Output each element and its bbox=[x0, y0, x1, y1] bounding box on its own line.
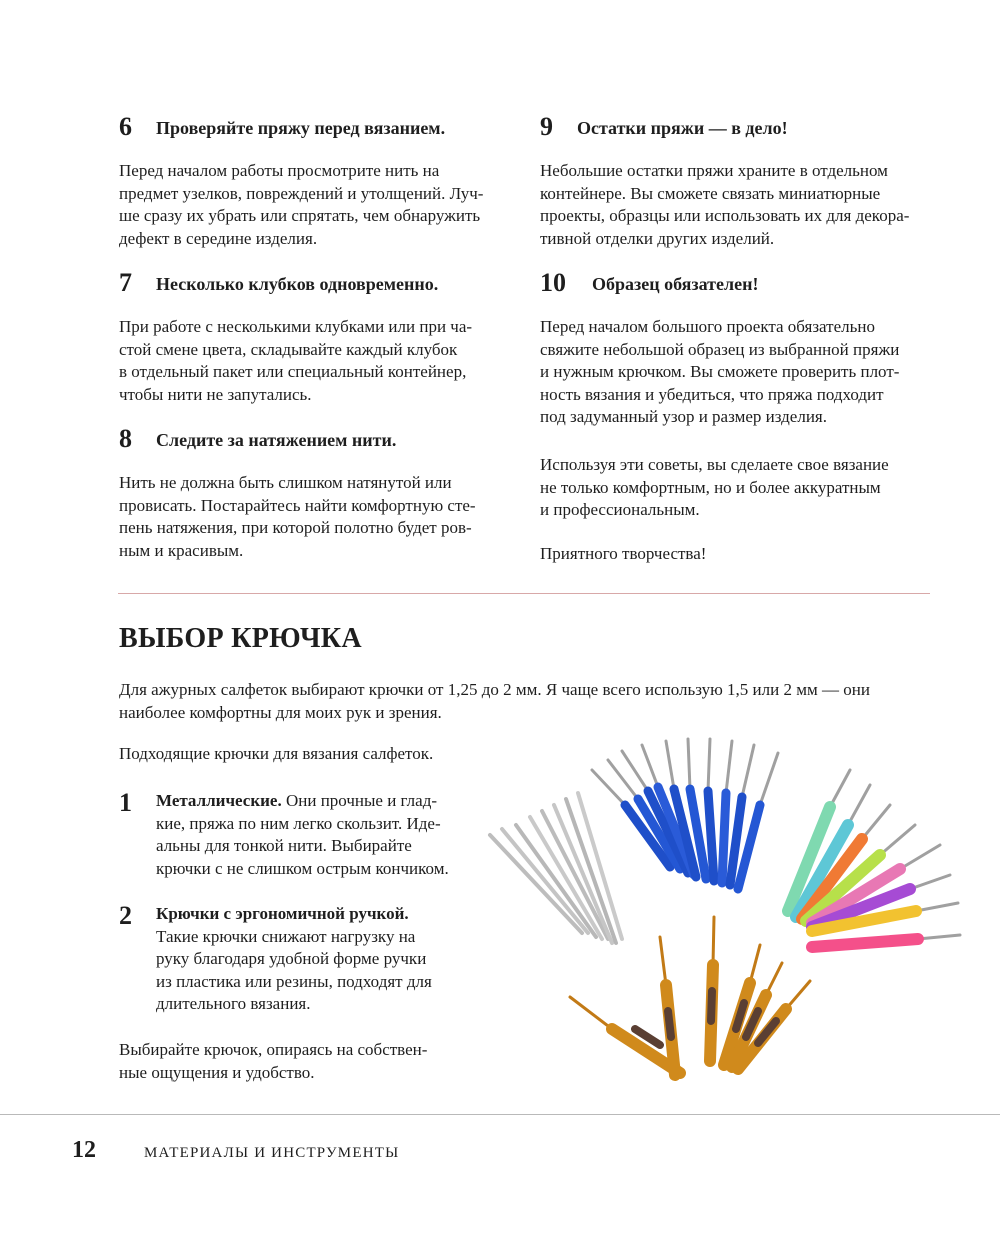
tip-10 bbox=[540, 268, 940, 429]
tip-text bbox=[540, 160, 940, 250]
text-line: Они прочные и глад- bbox=[281, 791, 438, 810]
tip-number: 8 bbox=[119, 424, 132, 453]
list-number: 2 bbox=[119, 901, 132, 930]
text-line: контейнере. Вы сможете связать миниатюрные bbox=[540, 183, 881, 203]
tip-title: Несколько клубков одновременно. bbox=[156, 274, 439, 294]
text-line: стой смене цвета, складывайте каждый клубок bbox=[119, 339, 458, 359]
tip-9 bbox=[540, 112, 940, 250]
text-line: не только комфортным, но и более аккуратным bbox=[540, 477, 881, 497]
footer-divider bbox=[0, 1114, 1000, 1115]
wish-text: Приятного творчества! bbox=[540, 544, 707, 563]
text-line: кие, пряжа по ним легко скользит. Иде- bbox=[156, 813, 441, 833]
list-title: Крючки с эргономичной ручкой. bbox=[156, 904, 409, 923]
section-title: ВЫБОР КРЮЧКА bbox=[119, 623, 362, 654]
tip-text bbox=[540, 316, 940, 429]
tip-title: Образец обязателен! bbox=[592, 274, 759, 294]
text-line: из пластика или резины, подходят для bbox=[156, 971, 432, 991]
text-line: пень натяжения, при которой полотно будет ров- bbox=[119, 518, 472, 537]
text-line: дефект в середине изделия. bbox=[119, 228, 318, 248]
text-line: альны для тонкой нити. Выбирайте bbox=[156, 836, 412, 855]
tip-title: Проверяйте пряжу перед вязанием. bbox=[156, 118, 446, 138]
tip-text bbox=[119, 160, 519, 250]
text-line: ным и красивым. bbox=[119, 540, 244, 560]
list-title: Металлические. bbox=[156, 791, 282, 810]
text-line: и нужным крючком. Вы сможете проверить плот- bbox=[540, 362, 900, 381]
tip-text bbox=[119, 316, 519, 406]
text-line: Перед началом работы просмотрите нить на bbox=[119, 161, 440, 180]
tip-number: 6 bbox=[119, 112, 132, 141]
section-divider bbox=[118, 593, 930, 594]
tip-title: Остатки пряжи — в дело! bbox=[577, 118, 788, 138]
text-line: Такие крючки снижают нагрузку на bbox=[156, 926, 416, 946]
list-text bbox=[156, 790, 449, 880]
text-line: Для ажурных салфеток выбирают крючки от 1,25 до 2 мм. Я чаще всего использую 1,5 или 2 мм — они bbox=[119, 680, 870, 699]
tip-text bbox=[119, 472, 519, 562]
text-line: проекты, образцы или использовать их для декора- bbox=[540, 206, 910, 225]
tip-number: 10 bbox=[540, 268, 566, 297]
metal-hooks-group bbox=[490, 793, 622, 943]
text-line: Выбирайте крючок, опираясь на собствен- bbox=[119, 1040, 428, 1059]
text-line: в отдельный пакет или специальный контейнер, bbox=[119, 362, 467, 381]
text-line: руку благодаря удобной форме ручки bbox=[156, 949, 427, 968]
text-line: чтобы нити не запутались. bbox=[119, 384, 312, 404]
summary-paragraph bbox=[540, 454, 940, 522]
text-line: Нить не должна быть слишком натянутой или bbox=[119, 473, 452, 492]
text-line: тивной отделки других изделий. bbox=[540, 228, 775, 248]
text-line: Небольшие остатки пряжи храните в отдельном bbox=[540, 161, 888, 180]
crochet-hooks-photo bbox=[470, 725, 970, 1095]
tip-6 bbox=[119, 112, 519, 250]
tip-8 bbox=[119, 424, 519, 562]
text-line: свяжите небольшой образец из выбранной пряжи bbox=[540, 339, 900, 359]
list-text bbox=[156, 903, 432, 1016]
text-line: Перед началом большого проекта обязательно bbox=[540, 317, 875, 336]
text-line: провисать. Постарайтесь найти комфортную сте- bbox=[119, 495, 476, 515]
text-line: и профессиональным. bbox=[540, 500, 700, 519]
page-number: 12 bbox=[72, 1137, 96, 1163]
tip-title: Следите за натяжением нити. bbox=[156, 430, 397, 450]
text-line: наиболее комфортны для моих рук и зрения. bbox=[119, 702, 442, 722]
tip-7 bbox=[119, 268, 519, 406]
tip-number: 7 bbox=[119, 268, 132, 297]
lead-text: Подходящие крючки для вязания салфеток. bbox=[119, 744, 434, 763]
text-line: предмет узелков, повреждений и утолщений. Луч- bbox=[119, 183, 484, 203]
tip-number: 9 bbox=[540, 112, 553, 141]
text-line: ность вязания и убедиться, что пряжа подходит bbox=[540, 384, 884, 404]
running-footer: МАТЕРИАЛЫ И ИНСТРУМЕНТЫ bbox=[144, 1145, 400, 1161]
blue-hooks-group bbox=[592, 739, 778, 889]
intro-paragraph bbox=[119, 679, 919, 724]
closing-paragraph bbox=[119, 1039, 427, 1084]
text-line: крючки с не слишком острым кончиком. bbox=[156, 858, 449, 878]
text-line: под задуманный узор и размер изделия. bbox=[540, 407, 827, 426]
text-line: ные ощущения и удобство. bbox=[119, 1062, 315, 1082]
text-line: Используя эти советы, вы сделаете свое вязание bbox=[540, 455, 889, 474]
text-line: ше сразу их убрать или спрятать, чем обнаружить bbox=[119, 206, 481, 225]
text-line: длительного вязания. bbox=[156, 994, 311, 1013]
colorful-hooks-group bbox=[788, 770, 960, 947]
text-line: При работе с несколькими клубками или при ча- bbox=[119, 317, 473, 336]
bamboo-hooks-group bbox=[570, 917, 810, 1075]
list-number: 1 bbox=[119, 788, 132, 817]
